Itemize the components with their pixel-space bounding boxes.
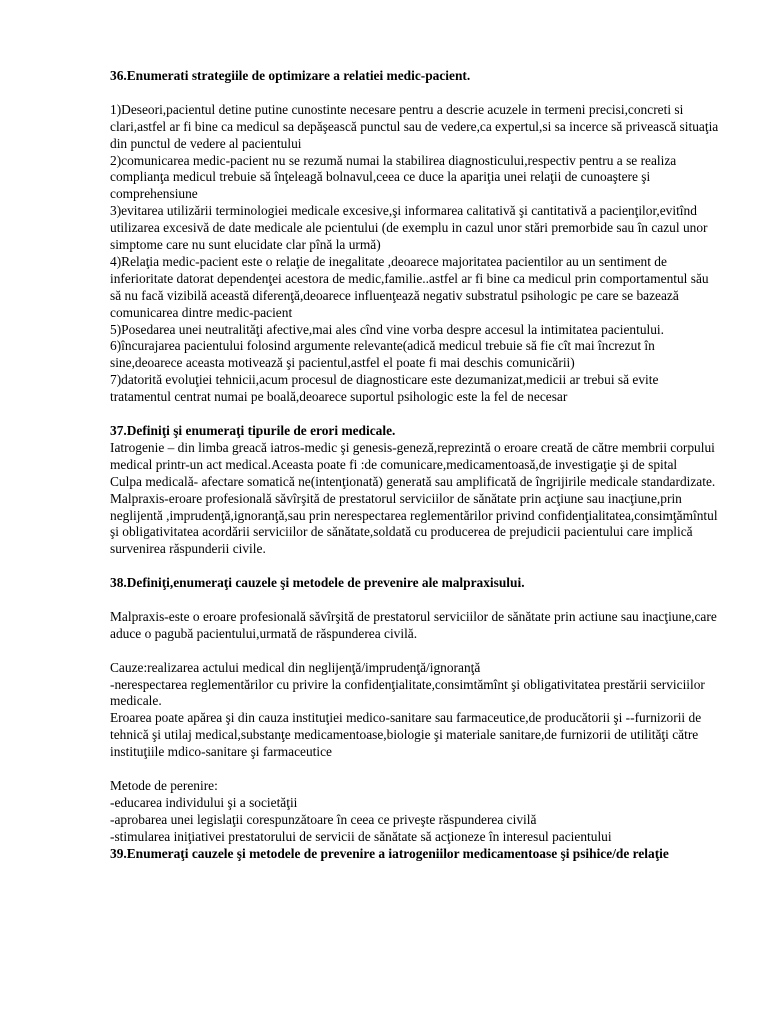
paragraph: 2)comunicarea medic-pacient nu se rezumă numai la stabilirea diagnosticului,respectiv pentru a se realiza complianţa medicul trebuie să înţeleagă bolnavul,ceea ce duce la apariţia unei relaţii de cunoaştere şi comprehensiune — [110, 152, 677, 202]
paragraph: Malpraxis-eroare profesională săvîrşită de prestatorul serviciilor de sănătate prin acţiune sau inacţiune,prin neglijentă ,imprudenţă,ignoranţă,sau prin nerespectarea reglementărilor privind confidenţialitatea,consimţămîntul şi obligativitatea acordării serviciilor de sănătate,soldată cu producerea de prejudicii pacientului care implică survenirea răspunderii civile. — [110, 490, 718, 557]
paragraph: Iatrogenie – din limba greacă iatros-medic şi genesis-geneză,reprezintă o eroare creată de către membrii corpului medical printr-un act medical.Aceasta poate fi :de comunicare,medicamentoasă,de investigaţie şi de spital — [110, 439, 715, 472]
paragraph: Metode de perenire: — [110, 777, 218, 793]
paragraph: Eroarea poate apărea şi din cauza instituţiei medico-sanitare sau farmaceutice,de producătorii şi --furnizorii de tehnică şi utilaj medical,substanţe medicamentoase,biologie şi materiale sanitare,de furnizorii de utilităţi către instituţiile mdico-sanitare şi farmaceutice — [110, 710, 702, 760]
paragraph: -nerespectarea reglementărilor cu privire la confidenţialitate,consimtămînt şi obligativitatea prestării serviciilor medicale. — [110, 676, 705, 709]
paragraph: 5)Posedarea unei neutralităţi afective,mai ales cînd vine vorba despre accesul la intimitatea pacientului. — [110, 321, 664, 337]
section-heading: 36.Enumerati strategiile de optimizare a relatiei medic-pacient. — [110, 68, 471, 83]
paragraph: -aprobarea unei legislaţii corespunzătoare în ceea ce priveşte răspunderea civilă — [110, 811, 537, 827]
paragraph: 6)încurajarea pacientului folosind argumente relevante(adică medicul trebuie să fie cît mai încrezut în sine,deoarece aceasta motivează şi pacientul,astfel el poate fi mai deschis comunicării) — [110, 338, 655, 371]
paragraph: Cauze:realizarea actului medical din neglijenţă/imprudenţă/ignoranţă — [110, 659, 481, 675]
section-38 — [110, 575, 720, 845]
paragraph: 7)datorită evoluţiei tehnicii,acum procesul de diagnosticare este dezumanizat,medicii ar trebui să evite tratamentul centrat numai pe boală,deoarece suportul psihologic este la fel de necesar — [110, 372, 659, 405]
section-37 — [110, 423, 720, 558]
paragraph: -stimularea iniţiativei prestatorului de servicii de sănătate să acţioneze în interesul pacientului — [110, 828, 612, 844]
document-page — [110, 68, 720, 863]
section-heading: 38.Definiţi,enumeraţi cauzele şi metodele de prevenire ale malpraxisului. — [110, 575, 525, 591]
section-39 — [110, 846, 720, 863]
section-36 — [110, 68, 720, 406]
paragraph: Culpa medicală- afectare somatică ne(intenţionată) generată sau amplificată de îngrijirile medicale standardizate. — [110, 473, 716, 489]
paragraph: Malpraxis-este o eroare profesională săvîrşită de prestatorul serviciilor de sănătate prin actiune sau inacţiune,care aduce o pagubă pacientului,urmată de răspunderea civilă. — [110, 608, 717, 641]
paragraph: 3)evitarea utilizării terminologiei medicale excesive,şi informarea calitativă şi cantitativă a pacienţilor,evitînd utilizarea excesivă de date medicale ale pcientului (de exemplu in cazul unor stări premorbide sau în cazul unor simptome care nu sunt elucidate clar pînă la urmă) — [110, 203, 708, 253]
paragraph: -educarea individului şi a societăţii — [110, 794, 298, 810]
paragraph: 1)Deseori,pacientul detine putine cunostinte necesare pentru a descrie acuzele in termeni precisi,concreti si clari,astfel ar fi bine ca medicul sa depăşească punctul sau de vedere,ca expertul,si sa incerce să privească situaţia din punctul de vedere al pacientului — [110, 101, 719, 151]
section-heading: 39.Enumeraţi cauzele şi metodele de prevenire a iatrogeniilor medicamentoase şi psihice/de relaţie — [110, 845, 669, 861]
section-heading: 37.Definiţi şi enumeraţi tipurile de erori medicale. — [110, 423, 396, 438]
paragraph: 4)Relaţia medic-pacient este o relaţie de inegalitate ,deoarece majoritatea pacientilor au un sentiment de inferioritate datorat dependenţei acestora de medic,familie..astfel ar fi bine ca medicul prin comportamentul său să nu facă vizibilă această diferenţă,deoarece influenţează negativ substratul psihologic pe care se bazează comunicarea dintre medic-pacient — [110, 253, 709, 320]
